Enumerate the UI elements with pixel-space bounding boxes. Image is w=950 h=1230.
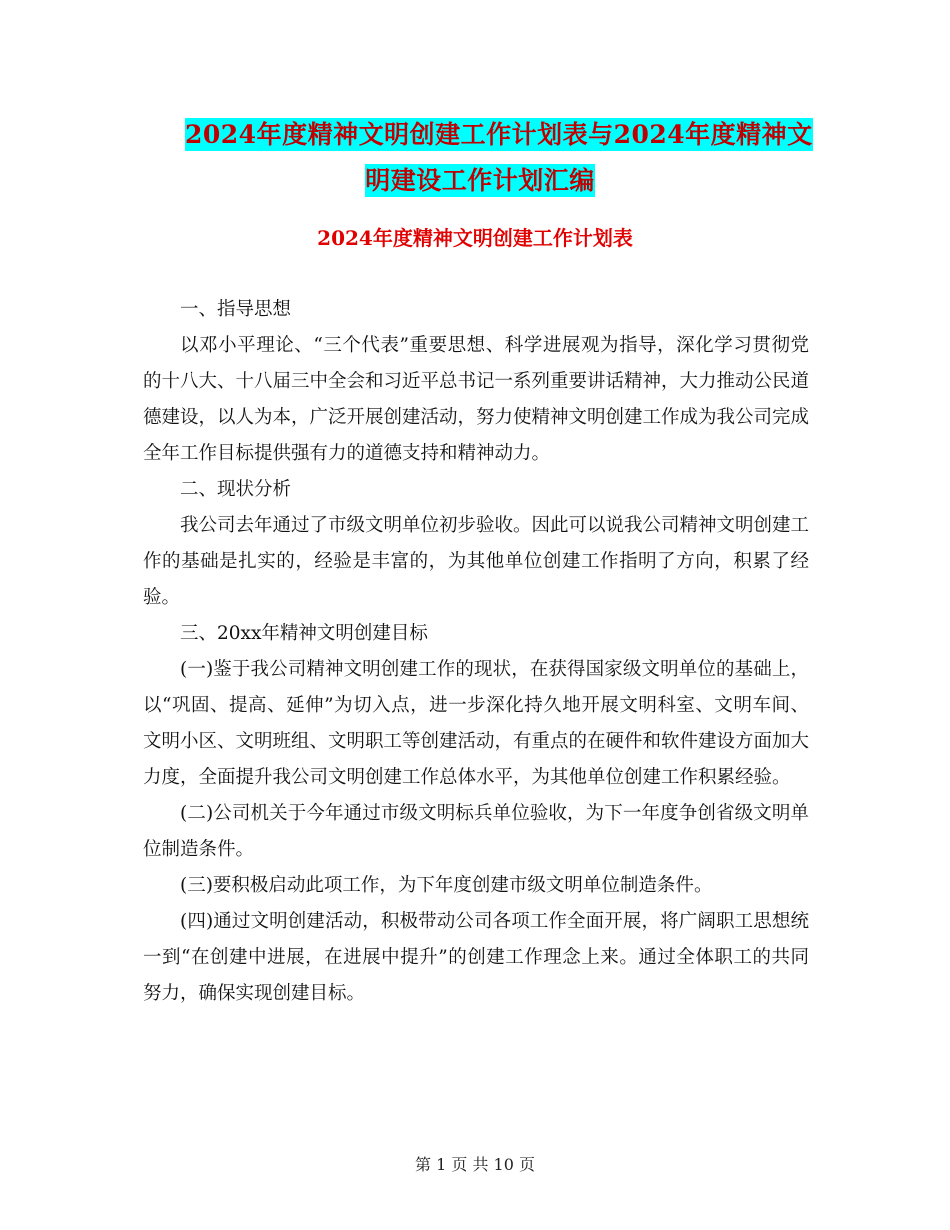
document-body bbox=[143, 292, 809, 1012]
page-footer: 第 1 页 共 10 页 bbox=[415, 1155, 535, 1174]
heading-goals: 三、20xx年精神文明创建目标 bbox=[180, 623, 428, 644]
paragraph-goal-1: (一)鉴于我公司精神文明创建工作的现状，在获得国家级文明单位的基础上，以“巩固、提高、延伸”为切入点，进一步深化持久地开展文明科室、文明车间、文明小区、文明班组、文明职工等创建活动，有重点的在硬件和软件建设方面加大力度，全面提升我公司文明创建工作总体水平，为其他单位创建工作积累经验。 bbox=[143, 659, 810, 788]
main-title-line1: 2024年度精神文明创建工作计划表与2024年度精神文 bbox=[185, 120, 813, 149]
main-title bbox=[140, 112, 820, 204]
section-title: 2024年度精神文明创建工作计划表 bbox=[317, 226, 633, 250]
heading-guiding-ideology: 一、指导思想 bbox=[180, 299, 292, 320]
heading-status-analysis: 二、现状分析 bbox=[180, 479, 292, 500]
paragraph-status-analysis: 我公司去年通过了市级文明单位初步验收。因此可以说我公司精神文明创建工作的基础是扎实的，经验是丰富的，为其他单位创建工作指明了方向，积累了经验。 bbox=[143, 515, 810, 608]
paragraph-goal-4: (四)通过文明创建活动，积极带动公司各项工作全面开展，将广阔职工思想统一到“在创建中进展，在进展中提升”的创建工作理念上来。通过全体职工的共同努力，确保实现创建目标。 bbox=[143, 911, 809, 1004]
main-title-line2: 明建设工作计划汇编 bbox=[365, 166, 595, 195]
paragraph-goal-2: (二)公司机关于今年通过市级文明标兵单位验收，为下一年度争创省级文明单位制造条件。 bbox=[143, 803, 809, 860]
paragraph-goal-3: (三)要积极启动此项工作，为下年度创建市级文明单位制造条件。 bbox=[180, 875, 713, 896]
paragraph-guiding-ideology: 以邓小平理论、“三个代表”重要思想、科学进展观为指导，深化学习贯彻党的十八大、十八届三中全会和习近平总书记一系列重要讲话精神，大力推动公民道德建设，以人为本，广泛开展创建活动，努力使精神文明创建工作成为我公司完成全年工作目标提供强有力的道德支持和精神动力。 bbox=[143, 335, 810, 464]
